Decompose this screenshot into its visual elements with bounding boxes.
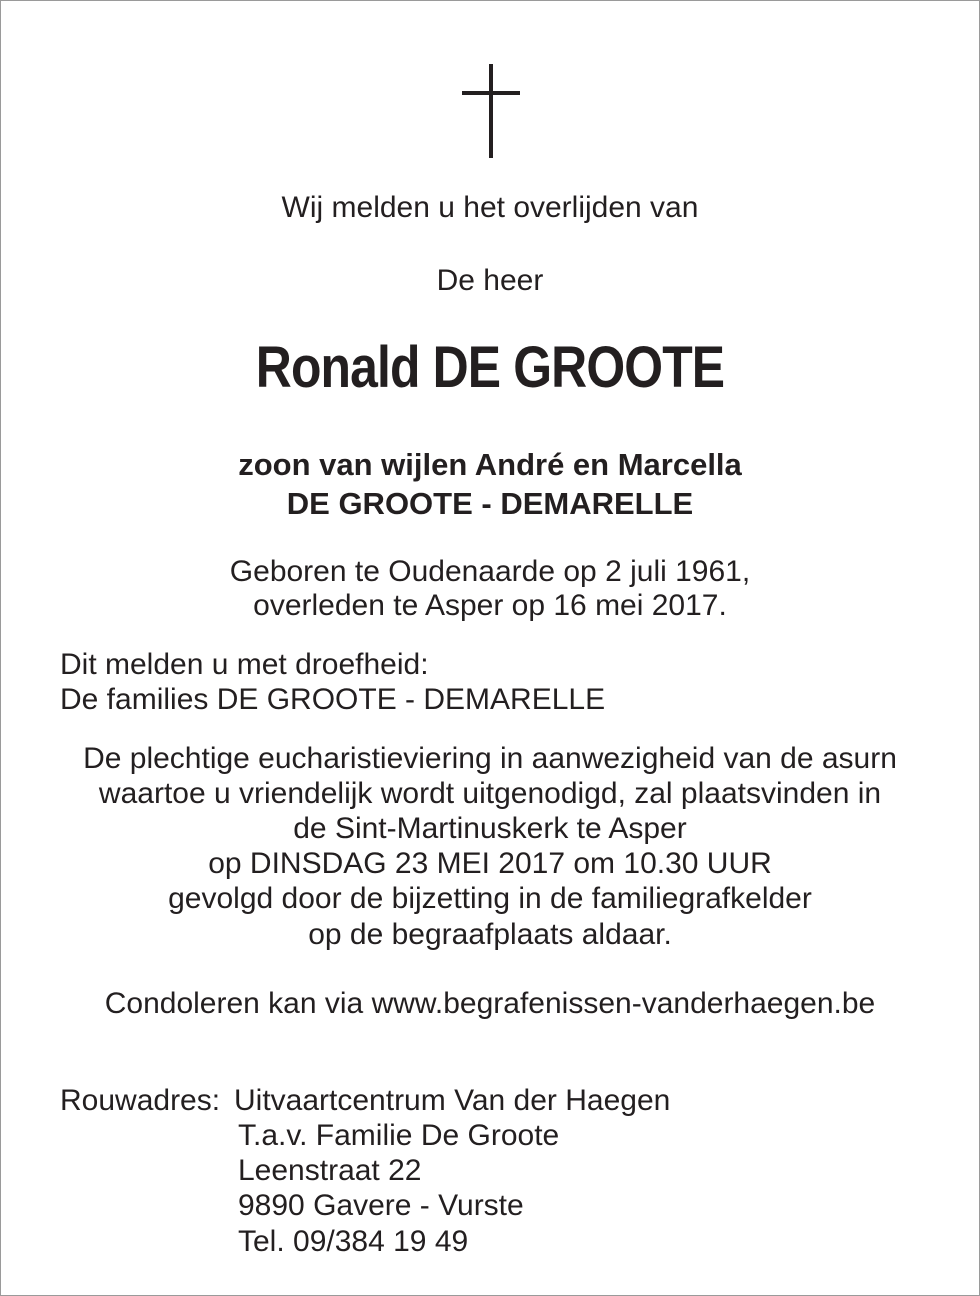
parents-line-1: zoon van wijlen André en Marcella xyxy=(238,447,742,482)
death-line: overleden te Asper op 16 mei 2017. xyxy=(253,589,727,622)
address-label: Rouwadres: xyxy=(60,1084,221,1117)
condolence-text: Condoleren kan via www.begrafenissen-vanderhaegen.be xyxy=(104,987,876,1020)
ceremony-line: gevolgd door de bijzetting in de familiegrafkelder xyxy=(168,882,812,915)
address-line: 9890 Gavere - Vurste xyxy=(238,1189,524,1222)
announced-by-line-1: Dit melden u met droefheid: xyxy=(60,648,429,681)
cross-icon xyxy=(462,64,520,158)
ceremony-line: op de begraafplaats aldaar. xyxy=(308,918,672,951)
parents-line-2: DE GROOTE - DEMARELLE xyxy=(286,486,694,521)
ceremony-line: waartoe u vriendelijk wordt uitgenodigd, zal plaatsvinden in xyxy=(98,777,882,810)
ceremony-line: de Sint-Martinuskerk te Asper xyxy=(293,812,687,845)
address-line: Leenstraat 22 xyxy=(238,1154,422,1187)
birth-line: Geboren te Oudenaarde op 2 juli 1961, xyxy=(229,555,751,588)
address-line: Uitvaartcentrum Van der Haegen xyxy=(234,1084,671,1117)
announced-by-line-2: De families DE GROOTE - DEMARELLE xyxy=(60,683,606,716)
ceremony-line: op DINSDAG 23 MEI 2017 om 10.30 UUR xyxy=(208,847,772,880)
address-line: T.a.v. Familie De Groote xyxy=(238,1119,560,1152)
title-text: De heer xyxy=(436,264,544,297)
intro-text: Wij melden u het overlijden van xyxy=(281,191,699,224)
address-line: Tel. 09/384 19 49 xyxy=(238,1225,469,1258)
deceased-name: Ronald DE GROOTE xyxy=(255,335,725,400)
ceremony-line: De plechtige eucharistieviering in aanwezigheid van de asurn xyxy=(83,742,897,775)
